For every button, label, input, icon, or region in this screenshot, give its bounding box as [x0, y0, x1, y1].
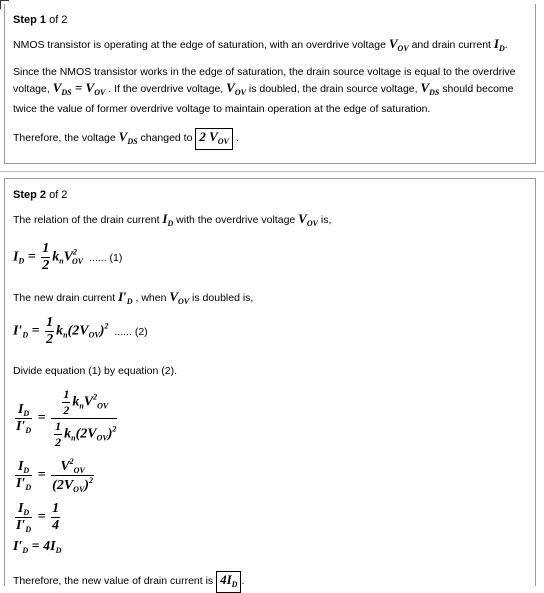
equation-1: $I_D$ = $\frac{1}{2}$ $k_nV^2_{OV}$ ...... (1): [13, 241, 123, 273]
step-2-line-2: The new drain current $I'_D$ , when $V_{OV}$ is doubled is,: [13, 289, 254, 306]
step-1-conclusion: Therefore, the voltage $V_{DS}$ changed to 2 $V_{OV}$ .: [13, 128, 527, 150]
step-2-card: [4, 178, 536, 589]
equation-ratio-2: $\frac{I_D}{I'_D}$ = $\frac{V^2_{OV}}{(2V_{OV})^2}$: [16, 457, 93, 494]
boxed-answer-vds: 2 $V_{OV}$: [195, 128, 233, 150]
equation-result: $I'_D = 4I_D$: [13, 539, 62, 555]
equation-ratio-1: $\frac{I_D}{I'_D}$ = $\frac{1}{2}$ $k_nV^2_{OV}$ $\frac{1}{2}$ $k_n(2V_{OV})^2$: [16, 387, 117, 449]
step-2-line-3: Divide equation (1) by equation (2).: [13, 365, 178, 377]
step-2-line-1: The relation of the drain current $I_D$ with the overdrive voltage $V_{OV}$ is,: [13, 211, 332, 228]
step-1-paragraph-1: NMOS transistor is operating at the edge of saturation, with an overdrive voltage $V_{OV}$ and drain current $I_D$.: [13, 36, 508, 53]
boxed-answer-id: $4I_D$: [216, 571, 241, 593]
step-1-card: [4, 4, 536, 164]
step-2-conclusion: Therefore, the new value of drain current is $4I_D$ .: [13, 571, 527, 593]
step-2-heading: Step 2 of 2: [13, 189, 68, 201]
step-1-paragraph-2: Since the NMOS transistor works in the edge of saturation, the drain source voltage is equal to the overdrive voltage, $V_{DS} = V_{OV}$ . If the overdrive voltage, $V_{OV}$ is doubled, the drain source voltage, $V_{DS}$ should become twice the value of former overdrive voltage to maintain operation at the edge of saturation.: [13, 66, 516, 115]
i-d-symbol: $I_D$: [493, 36, 505, 53]
v-ov-symbol: $V_{OV}$: [388, 36, 409, 53]
step-1-heading: Step 1 of 2: [13, 14, 68, 26]
equation-ratio-3: $\frac{I_D}{I'_D}$ = $\frac{1}{4}$: [16, 501, 60, 534]
equation-2: $I'_D$ = $\frac{1}{2}$ $k_n(2V_{OV})^2$ ...... (2): [13, 315, 148, 347]
step-divider: [0, 171, 544, 172]
